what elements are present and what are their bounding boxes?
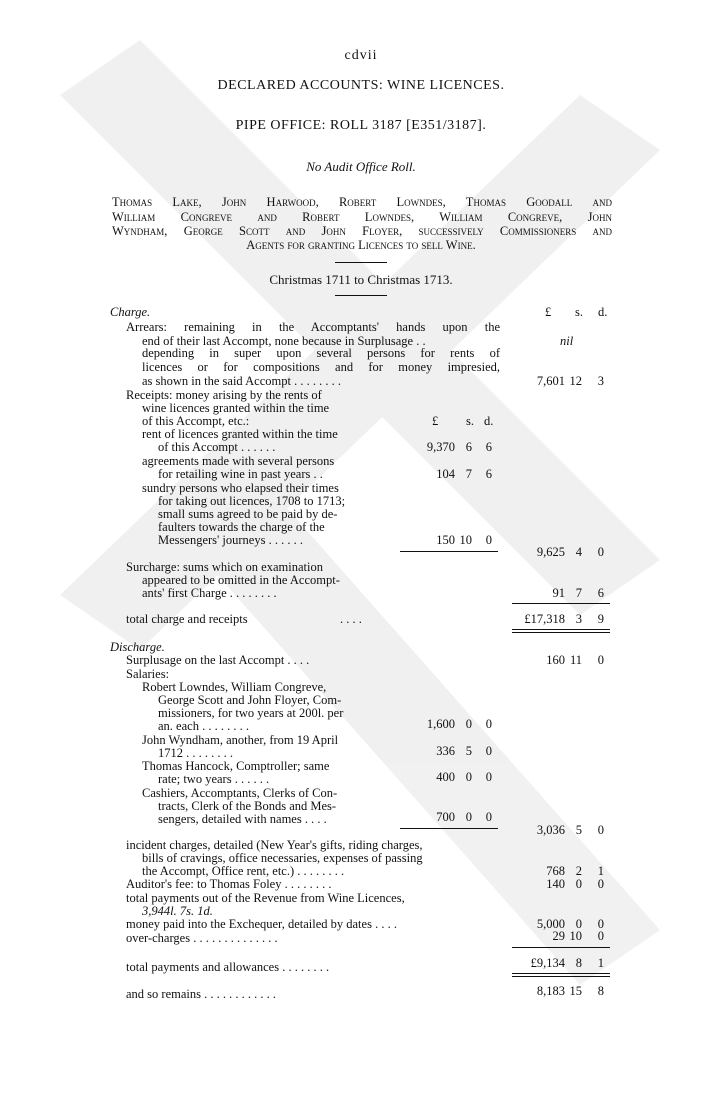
hancock-shillings: 0 <box>465 770 472 784</box>
exchequer-pence: 0 <box>597 917 604 931</box>
exchequer-shillings: 0 <box>575 917 582 931</box>
sundry-line: faulters towards the charge of the <box>158 520 325 534</box>
sub-shillings-header: s. <box>466 414 474 428</box>
exchequer-label: money paid into the Exchequer, detailed by dates . . . . <box>126 917 397 931</box>
arrears-line: end of their last Accompt, none because in Surplusage . . <box>142 334 426 348</box>
comm-pence: 0 <box>485 717 492 731</box>
receipts-total-shillings: 4 <box>575 545 582 559</box>
overcharges-pence: 0 <box>597 929 604 943</box>
cashiers-line: tracts, Clerk of the Bonds and Mes- <box>158 799 337 813</box>
cashiers-line: sengers, detailed with names . . . . <box>158 812 327 826</box>
double-rule <box>512 632 610 633</box>
cashiers-line: Cashiers, Accomptants, Clerks of Con- <box>142 786 338 800</box>
names-line: Thomas Lake, John Harwood, Robert Lowndes, Thomas Goodall and <box>112 195 612 209</box>
no-audit-note: No Audit Office Roll. <box>306 159 416 174</box>
incident-line: bills of cravings, office necessaries, expenses of passing <box>142 851 423 865</box>
cashiers-pence: 0 <box>485 810 492 824</box>
total-payments-line: total payments out of the Revenue from Wine Licences, <box>126 891 405 905</box>
currency-pence: d. <box>598 305 608 319</box>
total-payments-line: 3,944l. 7s. 1d. <box>142 904 213 918</box>
overcharges-label: over-charges . . . . . . . . . . . . . . <box>126 931 278 945</box>
auditor-label: Auditor's fee: to Thomas Foley . . . . . . . . <box>126 877 332 891</box>
rent-shillings: 6 <box>465 440 472 454</box>
incident-line: the Accompt, Office rent, etc.) . . . . . . . . <box>142 864 345 878</box>
divider <box>335 262 387 263</box>
depending-line: as shown in the said Accompt . . . . . . . . <box>142 374 341 388</box>
incident-pence: 1 <box>597 864 604 878</box>
charge-heading: Charge. <box>110 305 151 319</box>
wyndham-shillings: 5 <box>465 744 472 758</box>
roll-subtitle: PIPE OFFICE: ROLL 3187 [E351/3187]. <box>235 118 487 133</box>
total-rule <box>512 947 610 948</box>
sundry-line: Messengers' journeys . . . . . . <box>158 533 303 547</box>
hancock-line: Thomas Hancock, Comptroller; same <box>142 759 330 773</box>
rent-pounds: 9,370 <box>426 440 455 454</box>
comm-line: an. each . . . . . . . . <box>158 719 249 733</box>
surcharge-shillings: 7 <box>575 586 582 600</box>
total-rule <box>512 603 610 604</box>
currency-shillings: s. <box>575 305 583 319</box>
double-rule <box>512 973 610 974</box>
payments-pence: 1 <box>597 956 604 970</box>
salaries-total-pounds: 3,036 <box>536 823 565 837</box>
incident-line: incident charges, detailed (New Year's gifts, riding charges, <box>126 838 423 852</box>
surplusage-pounds: 160 <box>546 653 565 667</box>
total-charge-label: total charge and receipts <box>126 612 248 626</box>
payments-label: total payments and allowances . . . . . . . . <box>126 960 330 974</box>
sundry-line: sundry persons who elapsed their times <box>142 481 339 495</box>
wyndham-line: John Wyndham, another, from 19 April <box>142 733 339 747</box>
agreements-shillings: 7 <box>465 467 472 481</box>
receipts-total-pence: 0 <box>597 545 604 559</box>
auditor-pence: 0 <box>597 877 604 891</box>
period: Christmas 1711 to Christmas 1713. <box>269 272 453 287</box>
wyndham-pence: 0 <box>485 744 492 758</box>
salaries-total-pence: 0 <box>597 823 604 837</box>
names-line: Agents for granting Licences to sell Wine. <box>246 238 476 252</box>
wyndham-pounds: 336 <box>436 744 455 758</box>
comm-line: George Scott and John Floyer, Com- <box>158 693 342 707</box>
double-rule <box>512 976 610 977</box>
sundry-pence: 0 <box>485 533 492 547</box>
sundry-line: for taking out licences, 1708 to 1713; <box>158 494 346 508</box>
rent-line: of this Accompt . . . . . . <box>158 440 276 454</box>
cashiers-shillings: 0 <box>465 810 472 824</box>
surcharge-line: appeared to be omitted in the Accompt- <box>142 573 340 587</box>
cashiers-pounds: 700 <box>436 810 455 824</box>
total-charge-shillings: 3 <box>575 612 582 626</box>
incident-pounds: 768 <box>546 864 565 878</box>
payments-shillings: 8 <box>575 956 582 970</box>
divider <box>335 295 387 296</box>
discharge-heading: Discharge. <box>110 640 165 654</box>
total-charge-pounds: £17,318 <box>524 612 565 626</box>
receipts-line: of this Accompt, etc.: <box>142 414 250 428</box>
auditor-pounds: 140 <box>546 877 565 891</box>
exchequer-pounds: 5,000 <box>536 917 565 931</box>
salaries-label: Salaries: <box>126 667 170 681</box>
surcharge-pence: 6 <box>597 586 604 600</box>
payments-pounds: £9,134 <box>530 956 565 970</box>
double-rule <box>512 629 610 630</box>
hancock-pounds: 400 <box>436 770 455 784</box>
receipts-line: wine licences granted within the time <box>142 401 330 415</box>
depending-pence: 3 <box>597 374 604 388</box>
auditor-shillings: 0 <box>575 877 582 891</box>
incident-shillings: 2 <box>575 864 582 878</box>
sundry-pounds: 150 <box>436 533 455 547</box>
arrears-nil: nil <box>560 334 574 348</box>
total-charge-dots: . . . . <box>340 612 362 626</box>
arrears-line: Arrears: remaining in the Accomptants' hands upon the <box>126 320 500 334</box>
remains-pence: 8 <box>597 984 604 998</box>
subtotal-rule <box>400 828 498 829</box>
receipts-total-pounds: 9,625 <box>536 545 565 559</box>
subtotal-rule <box>400 551 498 552</box>
receipts-line: Receipts: money arising by the rents of <box>126 388 322 402</box>
wyndham-line: 1712 . . . . . . . . <box>158 746 233 760</box>
sub-pence-header: d. <box>484 414 494 428</box>
agreements-pounds: 104 <box>436 467 455 481</box>
depending-line: depending in super upon several persons for rents of <box>142 346 500 360</box>
surplusage-shillings: 11 <box>569 653 582 667</box>
rent-line: rent of licences granted within the time <box>142 427 338 441</box>
surcharge-pounds: 91 <box>552 586 565 600</box>
agreements-line: for retailing wine in past years . . <box>158 467 323 481</box>
remains-shillings: 15 <box>569 984 582 998</box>
overcharges-shillings: 10 <box>569 929 582 943</box>
currency-pounds: £ <box>545 305 552 319</box>
comm-pounds: 1,600 <box>426 717 455 731</box>
page-number: cdvii <box>344 48 378 63</box>
page-title: DECLARED ACCOUNTS: WINE LICENCES. <box>217 78 505 93</box>
agreements-pence: 6 <box>485 467 492 481</box>
hancock-pence: 0 <box>485 770 492 784</box>
rent-pence: 6 <box>485 440 492 454</box>
comm-shillings: 0 <box>465 717 472 731</box>
salaries-total-shillings: 5 <box>575 823 582 837</box>
sundry-line: small sums agreed to be paid by de- <box>158 507 338 521</box>
hancock-line: rate; two years . . . . . . <box>158 772 270 786</box>
names-line: William Congreve and Robert Lowndes, William Congreve, John <box>112 210 612 224</box>
depending-shillings: 12 <box>569 374 582 388</box>
surcharge-line: ants' first Charge . . . . . . . . <box>142 586 277 600</box>
depending-line: licences or for compositions and for money impresied, <box>142 360 500 374</box>
agreements-line: agreements made with several persons <box>142 454 335 468</box>
total-charge-pence: 9 <box>597 612 604 626</box>
sundry-shillings: 10 <box>459 533 472 547</box>
depending-pounds: 7,601 <box>536 374 565 388</box>
surplusage-label: Surplusage on the last Accompt . . . . <box>126 653 310 667</box>
remains-label: and so remains . . . . . . . . . . . . <box>126 987 276 1001</box>
surcharge-line: Surcharge: sums which on examination <box>126 560 323 574</box>
overcharges-pounds: 29 <box>552 929 565 943</box>
names-line: Wyndham, George Scott and John Floyer, successively Commissioners and <box>112 224 612 238</box>
comm-line: missioners, for two years at 200l. per <box>158 706 344 720</box>
remains-pounds: 8,183 <box>536 984 565 998</box>
sub-pounds-header: £ <box>432 414 439 428</box>
comm-line: Robert Lowndes, William Congreve, <box>142 680 327 694</box>
surplusage-pence: 0 <box>597 653 604 667</box>
